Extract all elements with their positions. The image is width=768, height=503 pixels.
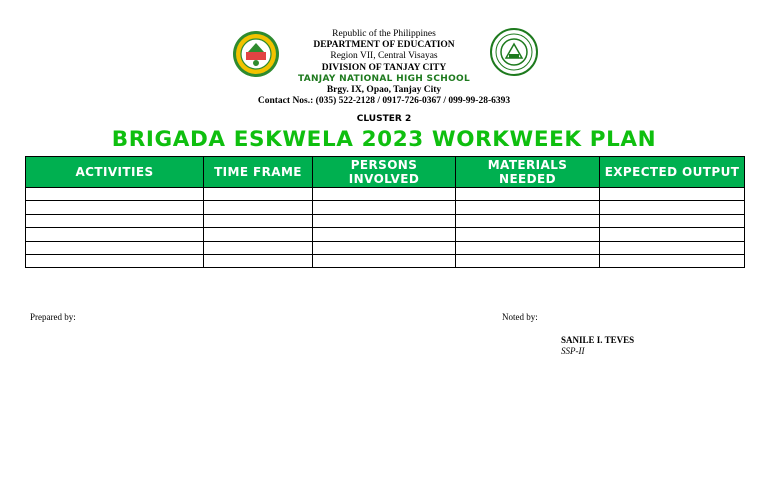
table-cell bbox=[313, 254, 456, 267]
table-cell bbox=[204, 214, 313, 227]
table-header-row bbox=[26, 157, 745, 188]
table-cell bbox=[26, 214, 204, 227]
table-cell bbox=[313, 201, 456, 214]
table-cell bbox=[600, 214, 745, 227]
table-row bbox=[26, 188, 745, 201]
table-cell bbox=[600, 201, 745, 214]
republic-line: Republic of the Philippines bbox=[332, 29, 436, 39]
table-cell bbox=[456, 188, 600, 201]
table-cell bbox=[204, 188, 313, 201]
table-cell bbox=[456, 201, 600, 214]
document-header bbox=[0, 29, 768, 107]
noted-by-label: Noted by: bbox=[502, 312, 538, 322]
column-header-expected-output: EXPECTED OUTPUT bbox=[600, 157, 745, 188]
signer-name: SANILE I. TEVES bbox=[561, 335, 635, 345]
table-cell bbox=[204, 254, 313, 267]
column-header-time-frame: TIME FRAME bbox=[204, 157, 313, 188]
table-cell bbox=[600, 241, 745, 254]
table-cell bbox=[313, 241, 456, 254]
school-line: TANJAY NATIONAL HIGH SCHOOL bbox=[297, 73, 471, 84]
column-header-persons-involved: PERSONS INVOLVED bbox=[313, 157, 456, 188]
cluster-label: CLUSTER 2 bbox=[356, 114, 412, 124]
table-cell bbox=[26, 188, 204, 201]
column-header-activities: ACTIVITIES bbox=[26, 157, 204, 188]
table-cell bbox=[456, 228, 600, 241]
table-cell bbox=[204, 228, 313, 241]
table-cell bbox=[204, 201, 313, 214]
table-cell bbox=[313, 188, 456, 201]
table-row bbox=[26, 228, 745, 241]
contact-line: Contact Nos.: (035) 522-2128 / 0917-726-0367 / 099-99-28-6393 bbox=[257, 96, 511, 107]
address-line: Brgy. IX, Opao, Tanjay City bbox=[326, 85, 442, 96]
table-cell bbox=[313, 228, 456, 241]
table-cell bbox=[26, 241, 204, 254]
department-line: DEPARTMENT OF EDUCATION bbox=[313, 40, 455, 51]
workweek-plan-table bbox=[25, 156, 745, 268]
table-cell bbox=[600, 228, 745, 241]
table-row bbox=[26, 254, 745, 267]
table-cell bbox=[204, 241, 313, 254]
table-cell bbox=[26, 228, 204, 241]
table-row bbox=[26, 241, 745, 254]
region-line: Region VII, Central Visayas bbox=[330, 51, 438, 62]
table-cell bbox=[600, 254, 745, 267]
prepared-by-label: Prepared by: bbox=[30, 312, 76, 322]
table-cell bbox=[313, 214, 456, 227]
signer-position: SSP-II bbox=[561, 346, 585, 356]
table-cell bbox=[26, 254, 204, 267]
column-header-materials-needed: MATERIALS NEEDED bbox=[456, 157, 600, 188]
table-row bbox=[26, 201, 745, 214]
page-title: BRIGADA ESKWELA 2023 WORKWEEK PLAN bbox=[111, 127, 657, 152]
table-cell bbox=[456, 214, 600, 227]
table-row bbox=[26, 214, 745, 227]
table-cell bbox=[26, 201, 204, 214]
table-cell bbox=[456, 241, 600, 254]
table-cell bbox=[456, 254, 600, 267]
division-line: DIVISION OF TANJAY CITY bbox=[321, 62, 447, 73]
table-cell bbox=[600, 188, 745, 201]
